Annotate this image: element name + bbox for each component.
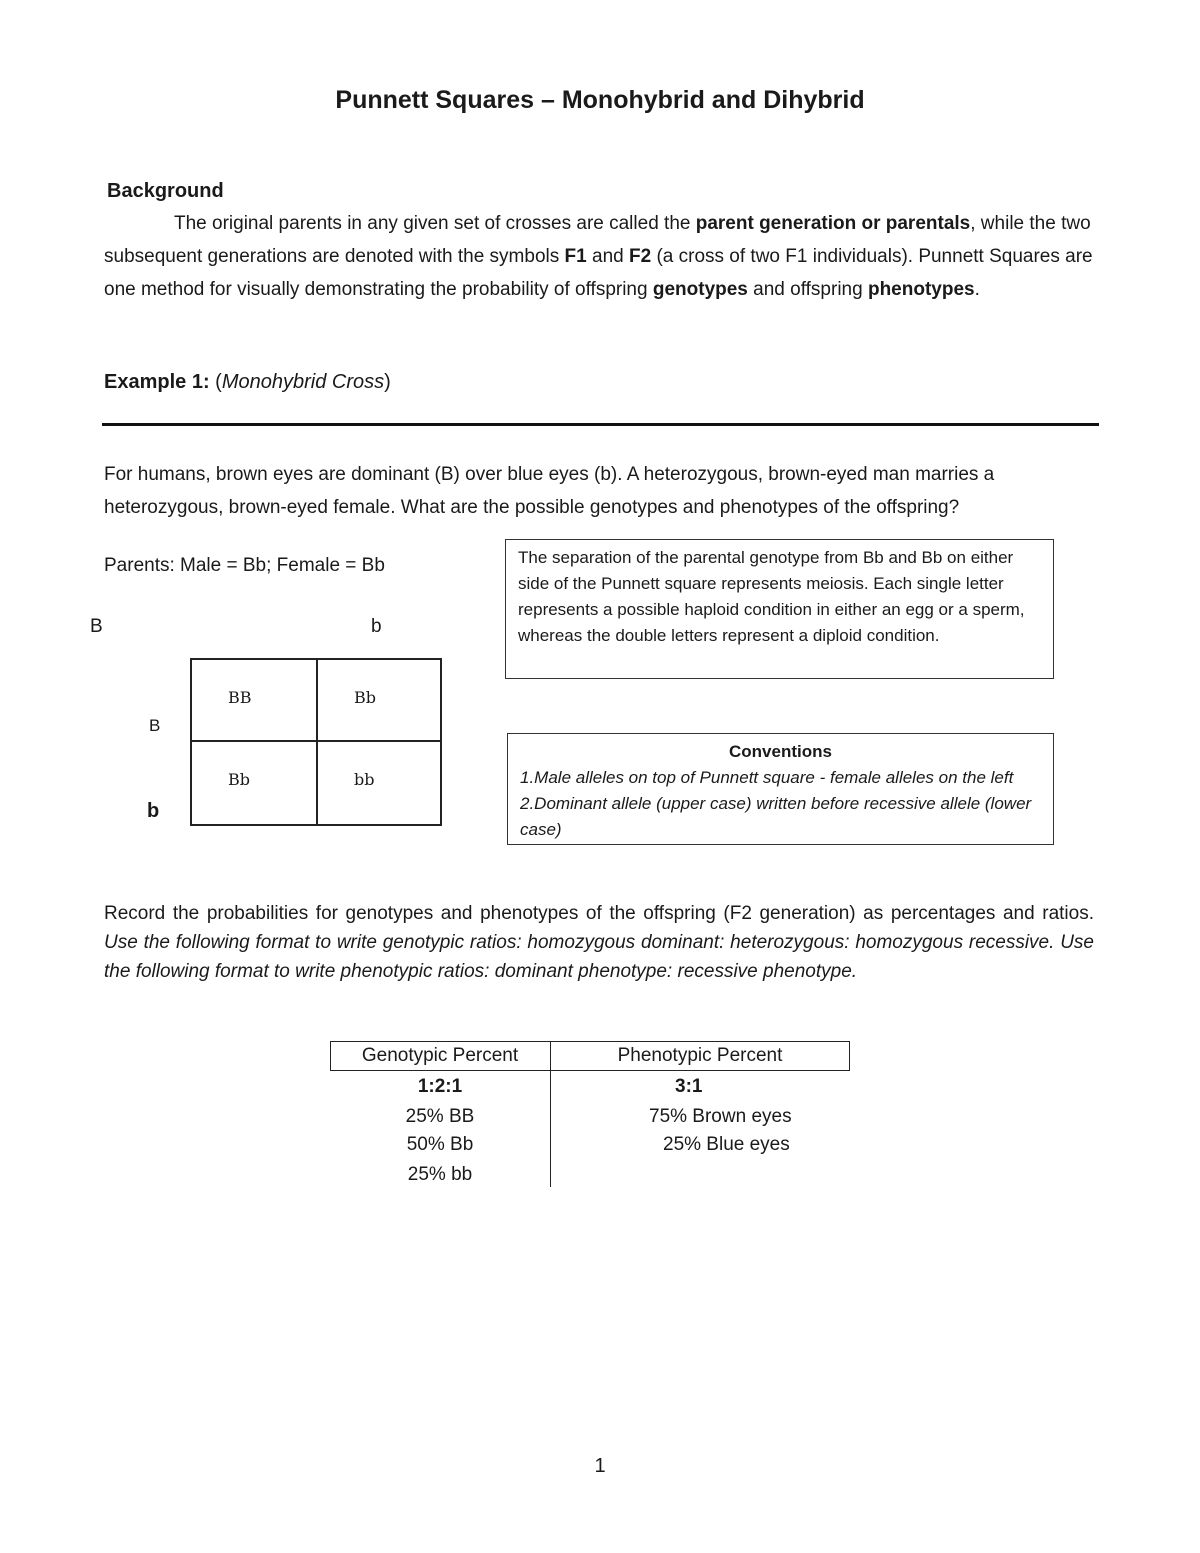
punnett-cell-value: Bb	[354, 688, 376, 707]
bg-text-1: The original parents in any given set of crosses are called the	[174, 213, 696, 234]
genotypic-ratio: 1:2:1	[417, 1076, 463, 1097]
bg-bold-4: genotypes	[652, 279, 748, 300]
meiosis-note-box: The separation of the parental genotype from Bb and Bb on either side of the Punnett square represents meiosis. Each single letter represents a possible haploid condition in either an egg or a sperm, whereas the double letters represent a diploid condition.	[505, 539, 1054, 679]
phenotypic-header: Phenotypic Percent	[617, 1045, 783, 1066]
punnett-cell	[192, 742, 318, 826]
conventions-box	[507, 733, 1054, 845]
bg-bold-1: parent generation or parentals	[695, 213, 971, 234]
bg-text-4: (a cross of two F1 individuals). Punnett Squares are one method for visually demonstrating the probability of offspring	[104, 246, 1093, 300]
conventions-item	[520, 791, 1041, 843]
background-paragraph	[104, 207, 1094, 306]
parents-genotypes: Parents: Male = Bb; Female = Bb	[104, 555, 385, 576]
punnett-cell-value: bb	[354, 770, 375, 789]
record-text: Record the probabilities for genotypes and phenotypes of the offspring (F2 generation) as percentages and ratios.	[104, 903, 1094, 924]
punnett-cell-value: Bb	[228, 770, 250, 789]
bg-bold-3: F2	[628, 246, 652, 267]
example-1-heading	[104, 371, 391, 394]
punnett-cell	[318, 660, 442, 742]
page-title: Punnett Squares – Monohybrid and Dihybrid	[335, 86, 865, 114]
page-number: 1	[594, 1455, 606, 1477]
punnett-cell	[192, 660, 318, 742]
bg-bold-2: F1	[564, 246, 587, 267]
bg-text-2: , while the two subsequent generations are denoted with the symbols	[104, 213, 1091, 267]
background-heading: Background	[107, 180, 224, 202]
horizontal-rule	[102, 423, 1099, 426]
conventions-item-text: 2.Dominant allele (upper case) written before recessive allele (lower case)	[520, 794, 1032, 839]
example-1-paren-open: (	[209, 371, 222, 393]
punnett-cell	[318, 742, 442, 826]
punnett-col-label-1: B	[90, 616, 103, 637]
bg-bold-5: phenotypes	[867, 279, 975, 300]
conventions-heading: Conventions	[729, 742, 832, 761]
results-table	[330, 1041, 850, 1187]
genotypic-value: 50% Bb	[406, 1134, 474, 1155]
question-text: For humans, brown eyes are dominant (B) over blue eyes (b). A heterozygous, brown-eyed man marries a heterozygous, brown-eyed female. What are the possible genotypes and phenotypes of the offspring?	[104, 464, 995, 518]
phenotypic-ratio: 3:1	[675, 1076, 703, 1097]
phenotypic-value: 25% Blue eyes	[663, 1134, 790, 1155]
genotypic-header: Genotypic Percent	[361, 1045, 519, 1066]
punnett-row-label-1: B	[149, 716, 161, 735]
conventions-item-text: 1.Male alleles on top of Punnett square - female alleles on the left	[520, 768, 1014, 787]
conventions-item	[520, 765, 1041, 791]
phenotypic-value: 75% Brown eyes	[649, 1106, 792, 1127]
bg-text-5: and offspring	[747, 279, 868, 300]
table-header-border	[330, 1070, 850, 1071]
punnett-row-label-2: b	[147, 800, 160, 822]
example-1-type: Monohybrid Cross	[221, 371, 385, 393]
genotypic-value: 25% BB	[405, 1106, 475, 1127]
record-instructions	[104, 899, 1094, 986]
record-format-text: Use the following format to write genotypic ratios: homozygous dominant: heterozygous: homozygous recessive. Use the following format to write phenotypic ratios: dominant phenotype: recessive phenotype.	[104, 932, 1094, 982]
bg-text-6: .	[974, 279, 980, 300]
example-1-paren-close: )	[384, 371, 391, 393]
bg-text-3: and	[586, 246, 629, 267]
punnett-col-label-2: b	[371, 616, 382, 637]
punnett-cell-value: BB	[228, 688, 252, 707]
punnett-square	[190, 658, 442, 826]
genotypic-value: 25% bb	[407, 1164, 473, 1185]
table-top-border	[330, 1041, 850, 1042]
example-1-label: Example 1:	[104, 371, 210, 393]
